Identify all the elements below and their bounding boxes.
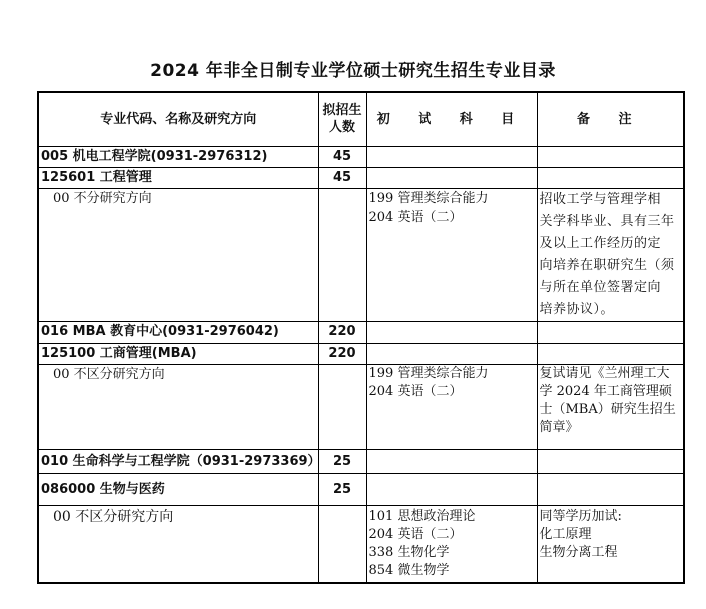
major-row bbox=[38, 167, 684, 188]
exam-item: 204 英语（二） bbox=[368, 526, 463, 542]
major-quota: 45 bbox=[318, 167, 366, 188]
header-row bbox=[38, 92, 684, 146]
exam-item: 338 生物化学 bbox=[368, 544, 450, 560]
note-line: 复试请见《兰州理工大 bbox=[539, 365, 670, 381]
notes-cell bbox=[537, 364, 684, 449]
college-name: 016 MBA 教育中心(0931-2976042) bbox=[38, 321, 318, 343]
header-quota-line1: 拟招生 bbox=[322, 103, 362, 119]
header-exam: 初 试 科 目 bbox=[366, 92, 537, 146]
note-line: 士（MBA）研究生招生 bbox=[539, 401, 676, 417]
header-quota-line2: 人数 bbox=[328, 120, 355, 136]
college-name: 005 机电工程学院(0931-2976312) bbox=[38, 146, 318, 167]
note-line: 向培养在职研究生（须 bbox=[539, 257, 675, 273]
exam-item: 204 英语（二） bbox=[368, 383, 463, 399]
college-row bbox=[38, 449, 684, 473]
notes-cell bbox=[537, 505, 684, 583]
header-code: 专业代码、名称及研究方向 bbox=[38, 92, 318, 146]
note-line: 招收工学与管理学相 bbox=[539, 191, 662, 207]
header-notes: 备 注 bbox=[537, 92, 684, 146]
exam-item: 854 微生物学 bbox=[368, 562, 450, 578]
direction-name: 00 不区分研究方向 bbox=[38, 505, 318, 583]
direction-row bbox=[38, 188, 684, 321]
exam-subjects bbox=[366, 364, 537, 449]
exam-item: 204 英语（二） bbox=[368, 209, 463, 225]
college-row bbox=[38, 321, 684, 343]
note-line: 关学科毕业、具有三年 bbox=[539, 213, 675, 229]
exam-item: 199 管理类综合能力 bbox=[368, 365, 489, 381]
direction-name: 00 不区分研究方向 bbox=[38, 364, 318, 449]
college-quota: 25 bbox=[318, 449, 366, 473]
exam-item: 199 管理类综合能力 bbox=[368, 190, 489, 206]
direction-row bbox=[38, 505, 684, 583]
exam-subjects bbox=[366, 188, 537, 321]
major-row bbox=[38, 343, 684, 364]
college-row bbox=[38, 146, 684, 167]
exam-item: 101 思想政治理论 bbox=[368, 508, 476, 524]
note-line: 同等学历加试: bbox=[539, 508, 622, 524]
major-name: 125601 工程管理 bbox=[38, 167, 318, 188]
note-line: 生物分离工程 bbox=[539, 544, 618, 560]
note-line: 化工原理 bbox=[539, 526, 592, 542]
major-quota: 25 bbox=[318, 473, 366, 505]
note-line: 培养协议）。 bbox=[539, 301, 615, 317]
header-quota bbox=[318, 92, 366, 146]
page-title: 2024 年非全日制专业学位硕士研究生招生专业目录 bbox=[150, 61, 556, 81]
note-line: 及以上工作经历的定 bbox=[539, 235, 662, 251]
college-quota: 45 bbox=[318, 146, 366, 167]
major-name: 086000 生物与医药 bbox=[38, 473, 318, 505]
college-quota: 220 bbox=[318, 321, 366, 343]
exam-subjects bbox=[366, 505, 537, 583]
direction-row bbox=[38, 364, 684, 449]
major-row bbox=[38, 473, 684, 505]
note-line: 学 2024 年工商管理硕 bbox=[539, 383, 672, 399]
major-quota: 220 bbox=[318, 343, 366, 364]
note-line: 与所在单位签署定向 bbox=[539, 279, 662, 295]
catalog-table bbox=[37, 91, 685, 584]
notes-cell bbox=[537, 188, 684, 321]
college-name: 010 生命科学与工程学院（0931-2973369） bbox=[38, 449, 318, 473]
note-line: 简章》 bbox=[539, 419, 579, 435]
major-name: 125100 工商管理(MBA) bbox=[38, 343, 318, 364]
direction-name: 00 不分研究方向 bbox=[38, 188, 318, 321]
